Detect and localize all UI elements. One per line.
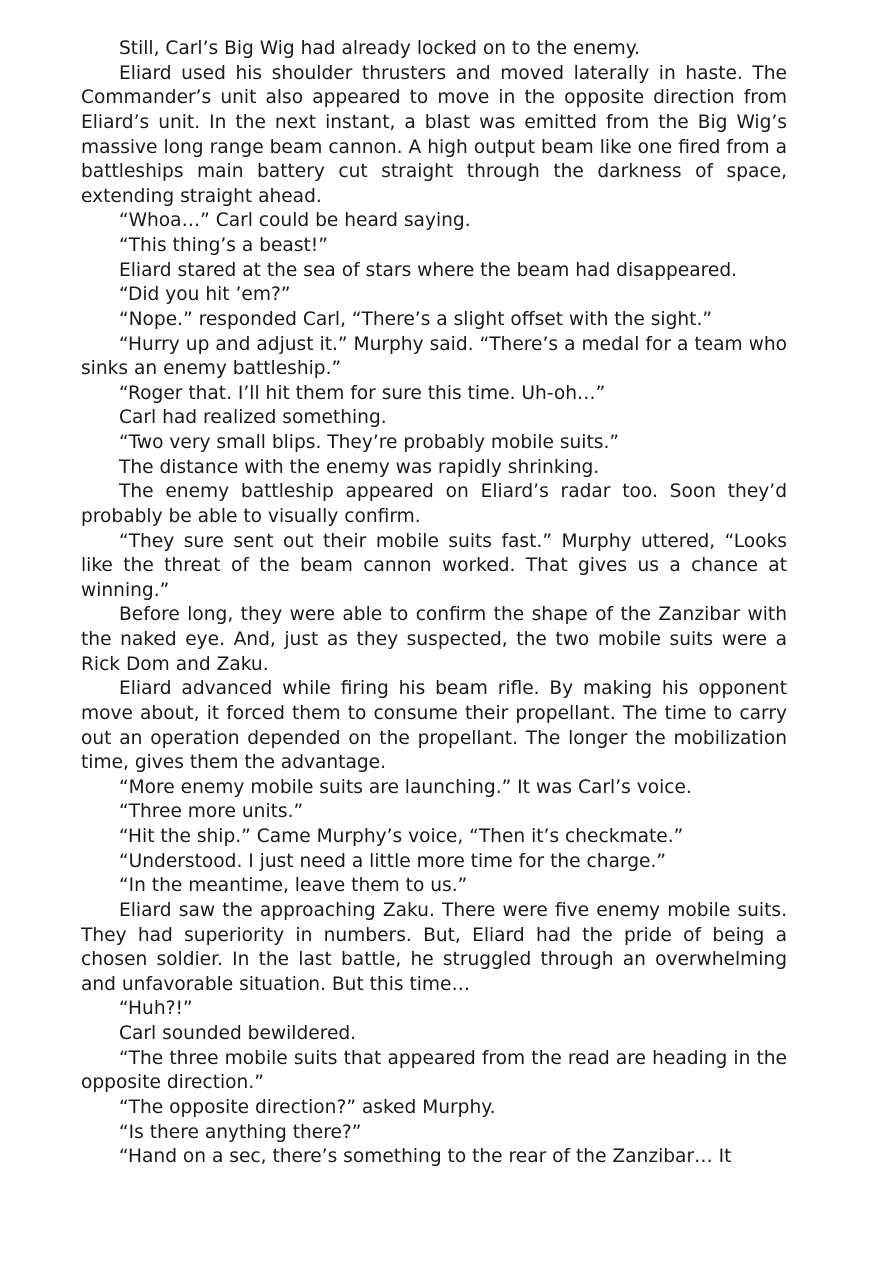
paragraph: “Whoa…” Carl could be heard saying. xyxy=(119,210,471,232)
paragraph: Eliard advanced while firing his beam rifle. By making his opponent move about, it forced them to consume their propellant. The time to carry out an operation depended on the propellant. The longer the mobilization time, gives them the advantage. xyxy=(81,678,787,774)
paragraph: Carl had realized something. xyxy=(119,407,387,429)
paragraph: Still, Carl’s Big Wig had already locked on to the enemy. xyxy=(119,38,640,59)
paragraph: “Three more units.” xyxy=(119,801,304,823)
paragraph: Before long, they were able to confirm the shape of the Zanzibar with the naked eye. And, just as they suspected, the two mobile suits were a Rick Dom and Zaku. xyxy=(81,604,787,675)
paragraph: “Hit the ship.” Came Murphy’s voice, “Then it’s checkmate.” xyxy=(119,826,684,847)
paragraph: Carl sounded bewildered. xyxy=(119,1023,357,1044)
paragraph: Eliard stared at the sea of stars where the beam had disappeared. xyxy=(119,259,738,281)
paragraph: “The three mobile suits that appeared from the read are heading in the opposite direction.” xyxy=(81,1047,787,1094)
paragraph: “In the meantime, leave them to us.” xyxy=(119,875,468,897)
paragraph: “Roger that. I’ll hit them for sure this time. Uh-oh…” xyxy=(119,382,606,404)
paragraph: “Is there anything there?” xyxy=(119,1121,362,1143)
paragraph: “This thing’s a beast!” xyxy=(119,235,328,256)
paragraph: “Huh?!” xyxy=(119,998,193,1020)
paragraph: “Did you hit ’em?” xyxy=(119,284,291,306)
paragraph: Eliard used his shoulder thrusters and moved laterally in haste. The Commander’s unit also appeared to move in the opposite direction from Eliard’s unit. In the next instant, a blast was emitted from the Big Wig’s massive long range beam cannon. A high output beam like one fired from a battleships main battery cut straight through the darkness of space, extending straight ahead. xyxy=(81,62,787,207)
page-body xyxy=(81,37,787,1170)
paragraph: “More enemy mobile suits are launching.” It was Carl’s voice. xyxy=(119,776,692,798)
paragraph: “Hand on a sec, there’s something to the rear of the Zanzibar… It xyxy=(119,1146,732,1168)
paragraph: The distance with the enemy was rapidly shrinking. xyxy=(119,456,600,478)
paragraph: “Two very small blips. They’re probably mobile suits.” xyxy=(119,432,619,453)
paragraph: “They sure sent out their mobile suits fast.” Murphy uttered, “Looks like the threat of the beam cannon worked. That gives us a chance at winning.” xyxy=(81,530,787,601)
paragraph: The enemy battleship appeared on Eliard’s radar too. Soon they’d probably be able to visually confirm. xyxy=(81,481,787,527)
paragraph: Eliard saw the approaching Zaku. There were five enemy mobile suits. They had superiority in numbers. But, Eliard had the pride of being a chosen soldier. In the last battle, he struggled through an overwhelming and unfavorable situation. But this time… xyxy=(81,899,787,995)
paragraph: “Nope.” responded Carl, “There’s a slight offset with the sight.” xyxy=(119,308,712,330)
paragraph: “Understood. I just need a little more time for the charge.” xyxy=(119,850,667,872)
paragraph: “The opposite direction?” asked Murphy. xyxy=(119,1096,496,1118)
paragraph: “Hurry up and adjust it.” Murphy said. “There’s a medal for a team who sinks an enemy battleship.” xyxy=(81,333,787,380)
